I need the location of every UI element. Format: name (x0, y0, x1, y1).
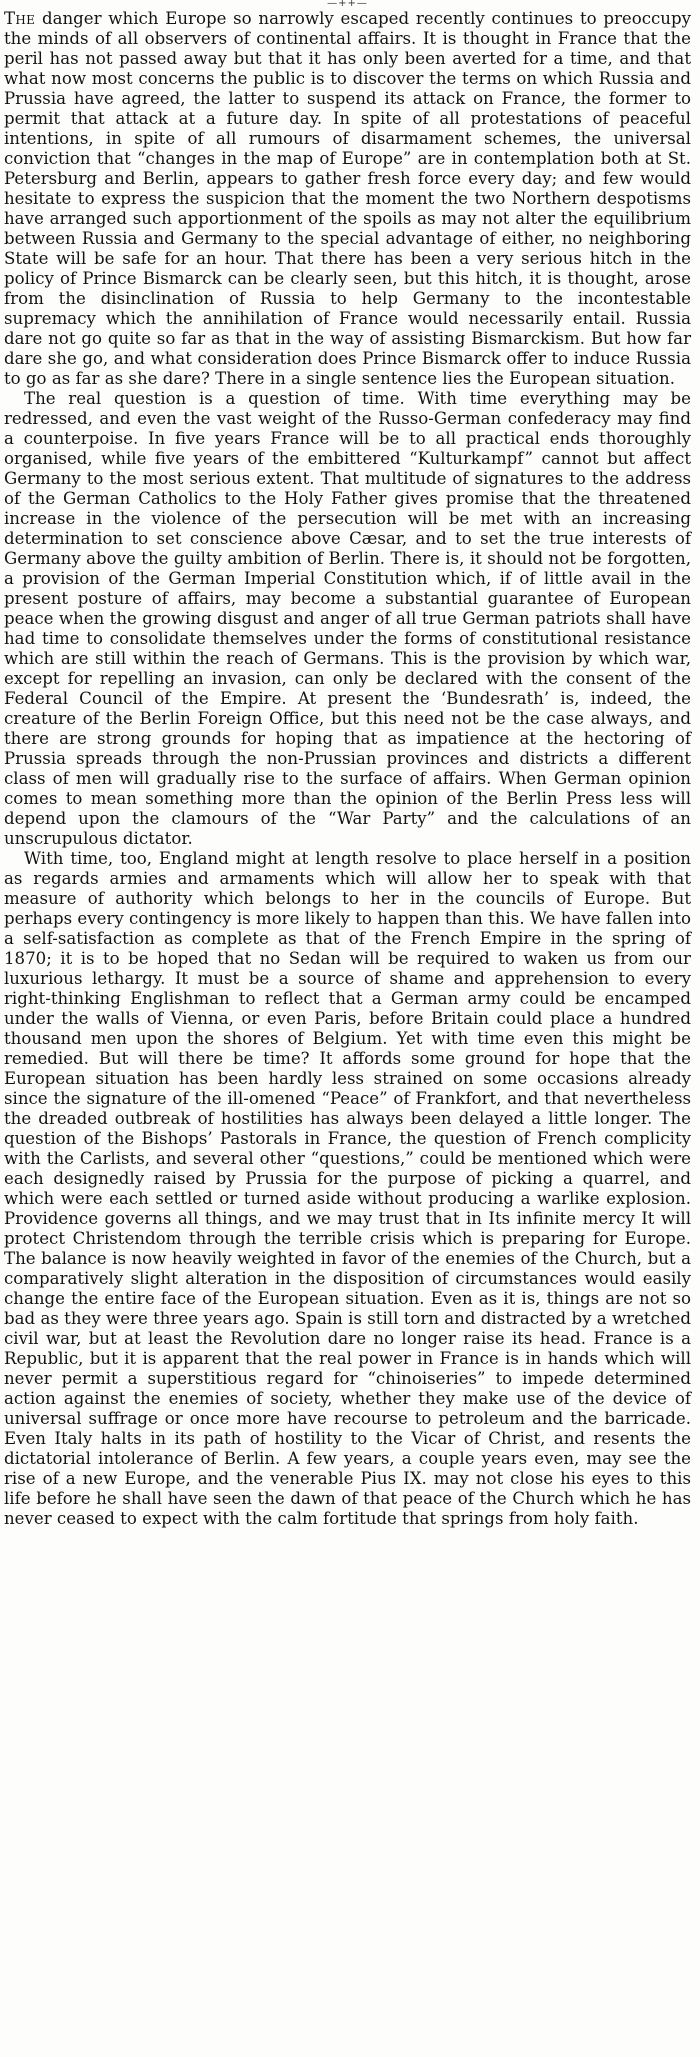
section-divider: —++— (327, 0, 368, 9)
lead-word: The (4, 9, 36, 28)
article-paragraph-2: The real question is a question of time. With time everything may be redressed, and even the vast weight of the Russo-German confederacy may find a counterpoise. In five years France will be to all practical ends thoroughly organised, while five years of the embittered “Kulturkampf” cannot but affect Germany to the most serious extent. That multitude of signatures to the address of the German Catholics to the Holy Father gives promise that the threatened increase in the violence of the persecution will be met with an increasing determination to set conscience above Cæsar, and to set the true interests of Germany above the guilty ambition of Berlin. There is, it should not be forgotten, a provision of the German Imperial Constitution which, if of little avail in the present posture of affairs, may become a substantial guarantee of European peace when the growing disgust and anger of all true German patriots shall have had time to consolidate themselves under the forms of constitutional resistance which are still within the reach of Germans. This is the provision by which war, except for repelling an invasion, can only be declared with the consent of the Federal Council of the Empire. At present the ‘Bundesrath’ is, indeed, the creature of the Berlin Foreign Office, but this need not be the case always, and there are strong grounds for hoping that as impatience at the hectoring of Prussia spreads through the non-Prussian provinces and districts a different class of men will gradually rise to the surface of affairs. When German opinion comes to mean something more than the opinion of the Berlin Press less will depend upon the clamours of the “War Party” and the calculations of an unscrupulous dictator. (4, 389, 691, 848)
paragraph-1-text: danger which Europe so narrowly escaped recently continues to preoccupy the minds of all observers of continental affairs. It is thought in France that the peril has not passed away but that it has only been averted for a time, and that what now most concerns the public is to discover the terms on which Russia and Prussia have agreed, the latter to suspend its attack on France, the former to permit that attack at a future day. In spite of all protestations of peaceful intentions, in spite of all rumours of disarmament schemes, the universal conviction that “changes in the map of Europe” are in contemplation both at St. Petersburg and Berlin, appears to gather fresh force every day; and few would hesitate to express the suspicion that the moment the two Northern despotisms have arranged such apportionment of the spoils as may not alter the equilibrium between Russia and Germany to the special advantage of either, no neighboring State will be safe for an hour. That there has been a very serious hitch in the policy of Prince Bismarck can be clearly seen, but this hitch, it is thought, arose from the disinclination of Russia to help Germany to the incontestable supremacy which the annihilation of France would necessarily entail. Russia dare not go quite so far as that in the way of assisting Bismarckism. But how far dare she go, and what consideration does Prince Bismarck offer to induce Russia to go as far as she dare? There in a single sentence lies the European situation. (4, 9, 691, 388)
article-body (4, 9, 691, 1529)
article-paragraph-1 (4, 9, 691, 389)
article-paragraph-3: With time, too, England might at length resolve to place herself in a position as regards armies and armaments which will allow her to speak with that measure of authority which belongs to her in the councils of Europe. But perhaps every contingency is more likely to happen than this. We have fallen into a self-satisfaction as complete as that of the French Empire in the spring of 1870; it is to be hoped that no Sedan will be required to waken us from our luxurious lethargy. It must be a source of shame and apprehension to every right-thinking Englishman to reflect that a German army could be encamped under the walls of Vienna, or even Paris, before Britain could place a hundred thousand men upon the shores of Belgium. Yet with time even this might be remedied. But will there be time? It affords some ground for hope that the European situation has been hardly less strained on some occasions already since the signature of the ill-omened “Peace” of Frankfort, and that nevertheless the dreaded outbreak of hostilities has always been delayed a little longer. The question of the Bishops’ Pastorals in France, the question of French complicity with the Carlists, and several other “questions,” could be mentioned which were each designedly raised by Prussia for the purpose of picking a quarrel, and which were each settled or turned aside without producing a warlike explosion. Providence governs all things, and we may trust that in Its infinite mercy It will protect Christendom through the terrible crisis which is preparing for Europe. The balance is now heavily weighted in favor of the enemies of the Church, but a comparatively slight alteration in the disposition of circumstances would easily change the entire face of the European situation. Even as it is, things are not so bad as they were three years ago. Spain is still torn and distracted by a wretched civil war, but at least the Revolution dare no longer raise its head. France is a Republic, but it is apparent that the real power in France is in hands which will never permit a superstitious regard for “chinoiseries” to impede determined action against the enemies of society, whether they make use of the device of universal suffrage or once more have recourse to petroleum and the barricade. Even Italy halts in its path of hostility to the Vicar of Christ, and resents the dictatorial intolerance of Berlin. A few years, a couple years even, may see the rise of a new Europe, and the venerable Pius IX. may not close his eyes to this life before he shall have seen the dawn of that peace of the Church which he has never ceased to expect with the calm fortitude that springs from holy faith. (4, 849, 691, 1528)
